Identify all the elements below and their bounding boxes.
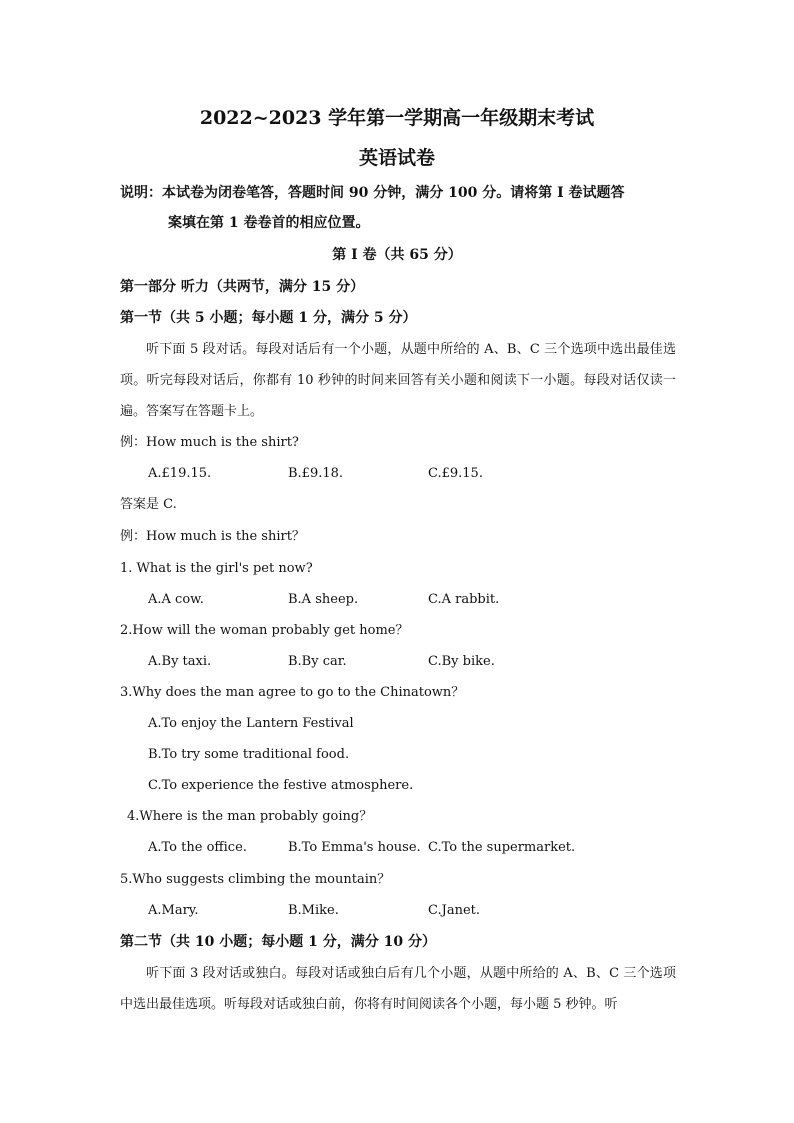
question-5: 5.Who suggests climbing the mountain？ xyxy=(120,872,391,887)
question-1-option-a: A.A cow. xyxy=(148,592,204,607)
question-5-option-c: C.Janet. xyxy=(428,903,480,918)
question-3: 3.Why does the man agree to go to the Chinatown？ xyxy=(120,685,465,700)
question-1-option-c: C.A rabbit. xyxy=(428,592,500,607)
instructions-line-1: 说明：本试卷为闭卷笔答，答题时间 90 分钟，满分 100 分。请将第 I 卷试题答 xyxy=(120,185,625,201)
question-4-option-b: B.To Emma's house. xyxy=(288,840,421,855)
instructions-line-2: 案填在第 1 卷卷首的相应位置。 xyxy=(168,215,370,231)
page-title: 2022~2023 学年第一学期高一年级期末考试 xyxy=(199,107,595,129)
question-1: 1. What is the girl's pet now? xyxy=(120,561,313,576)
section1-heading: 第一节（共 5 小题；每小题 1 分，满分 5 分） xyxy=(120,310,417,326)
example-question-repeat: 例：How much is the shirt？ xyxy=(120,529,305,544)
example-option-a: A.£19.15. xyxy=(148,466,212,481)
question-2: 2.How will the woman probably get home？ xyxy=(120,623,409,638)
question-5-option-b: B.Mike. xyxy=(288,903,339,918)
question-2-option-c: C.By bike. xyxy=(428,654,495,669)
example-question: 例：How much is the shirt? xyxy=(120,435,299,450)
question-2-option-b: B.By car. xyxy=(288,654,347,669)
part1-heading: 第一部分 听力（共两节，满分 15 分） xyxy=(120,279,365,295)
question-4: 4.Where is the man probably going？ xyxy=(127,809,373,824)
page-subtitle: 英语试卷 xyxy=(358,147,435,169)
section2-heading: 第二节（共 10 小题；每小题 1 分，满分 10 分） xyxy=(120,934,436,950)
section2-directions: 听下面 3 段对话或独白。每段对话或独白后有几个小题，从题中所给的 A、B、C 三个选项中选出最佳选项。听每段对话或独白前，你将有时间阅读各个小题，每小题 5 秒钟。听 xyxy=(120,966,676,1012)
example-option-c: C.£9.15. xyxy=(428,466,483,481)
question-3-option-a: A.To enjoy the Lantern Festival xyxy=(148,716,354,731)
example-option-b: B.£9.18. xyxy=(288,466,344,481)
volume-heading: 第 I 卷（共 65 分） xyxy=(332,247,462,263)
question-5-option-a: A.Mary. xyxy=(148,903,199,918)
section1-directions: 听下面 5 段对话。每段对话后有一个小题，从题中所给的 A、B、C 三个选项中选出最佳选项。听完每段对话后，你都有 10 秒钟的时间来回答有关小题和阅读下一小题。每段对话仅读一遍。答案写在答题卡上。 xyxy=(120,342,676,419)
question-3-option-b: B.To try some traditional food. xyxy=(148,747,350,762)
question-4-option-c: C.To the supermarket. xyxy=(428,840,576,855)
question-3-option-c: C.To experience the festive atmosphere. xyxy=(148,778,414,793)
question-2-option-a: A.By taxi. xyxy=(148,654,212,669)
example-answer: 答案是 C. xyxy=(120,497,177,512)
question-4-option-a: A.To the office. xyxy=(148,840,247,855)
question-1-option-b: B.A sheep. xyxy=(288,592,359,607)
